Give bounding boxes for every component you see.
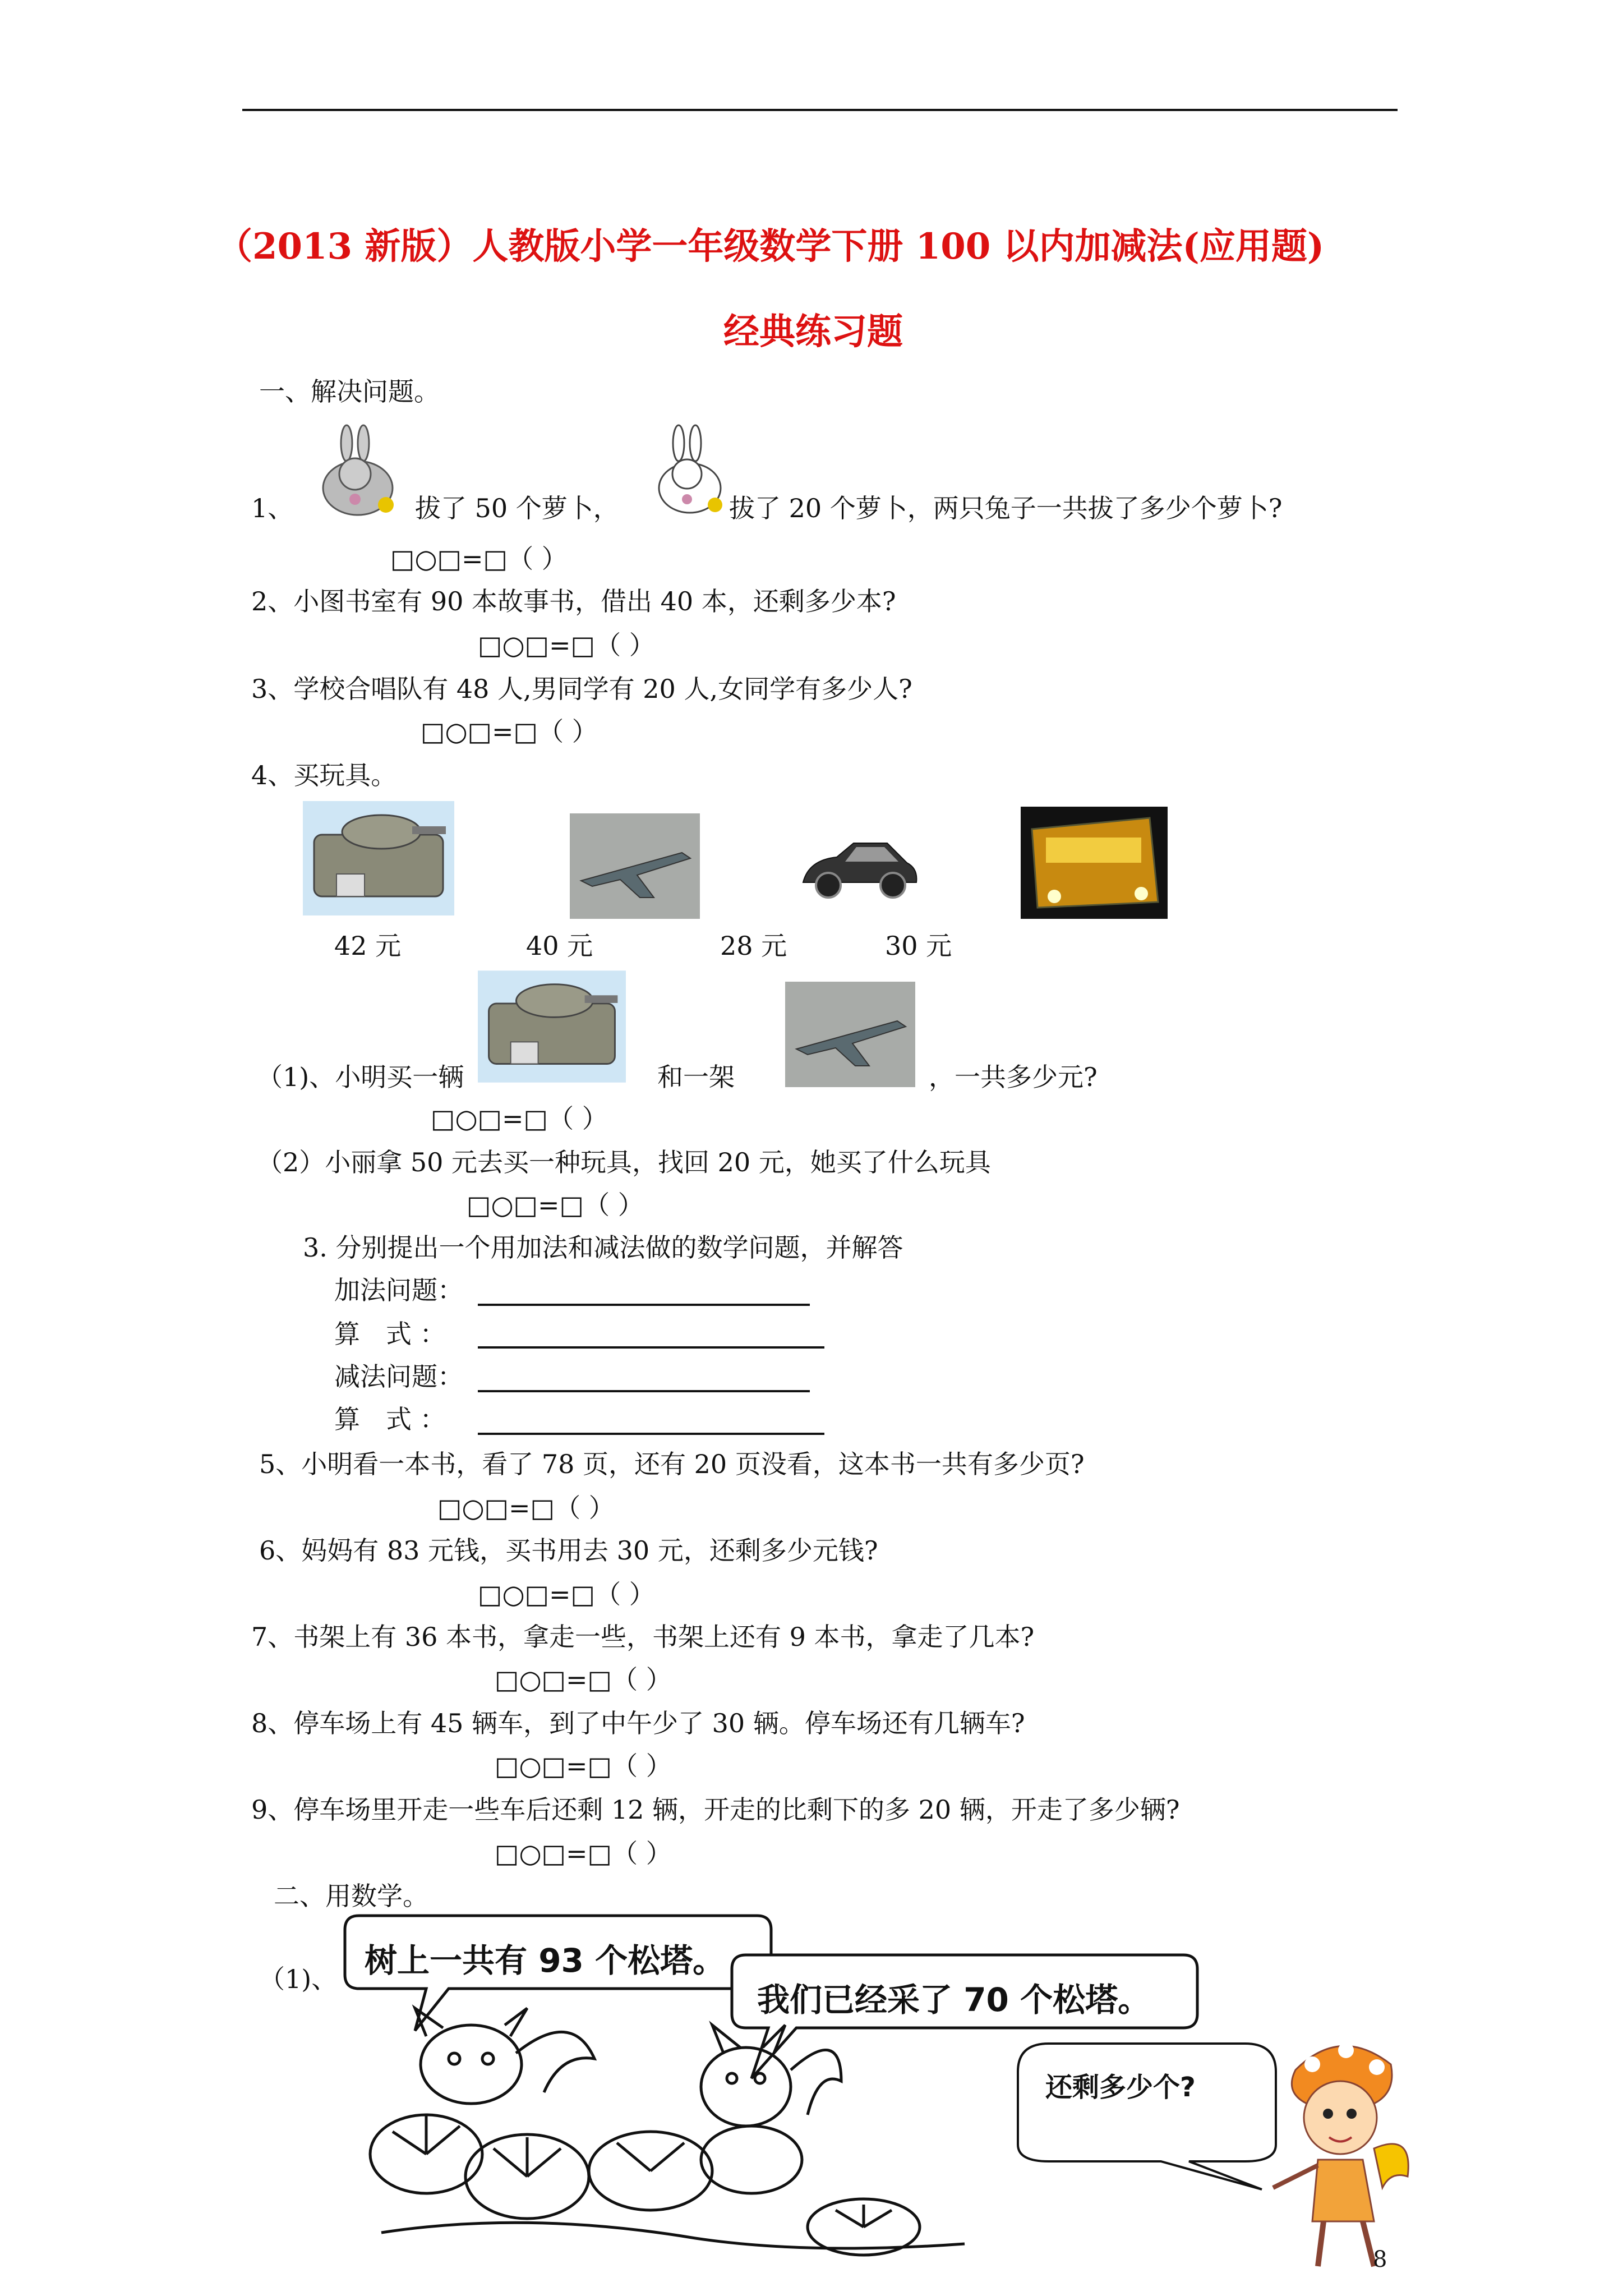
q6-formula: □○□=□（ ） — [478, 1579, 655, 1609]
q1-number: 1、 — [251, 493, 294, 523]
q1-text-a: 拔了 50 个萝卜， — [415, 493, 619, 523]
q7-text: 7、书架上有 36 本书，拿走一些，书架上还有 9 本书，拿走了几本? — [251, 1622, 1035, 1652]
sub-equation-label: 算 式 ： — [334, 1404, 446, 1434]
price-car: 28 元 — [720, 931, 787, 961]
sub-equation-blank[interactable] — [478, 1408, 824, 1435]
jet-image-small — [785, 982, 915, 1087]
speech-bubble-3 — [1015, 2041, 1279, 2192]
rabbit-image-1 — [307, 426, 403, 522]
bus-image — [1021, 807, 1168, 919]
page-number: 8 — [1373, 2247, 1387, 2272]
sub-question-blank[interactable] — [478, 1365, 810, 1392]
speech-bubble-2-text: 我们已经采了 70 个松塔。 — [757, 1981, 1151, 2019]
speech-bubble-3-text: 还剩多少个? — [1045, 2072, 1196, 2103]
q3b-text: 3. 分别提出一个用加法和减法做的数学问题，并解答 — [303, 1232, 903, 1263]
q9-formula: □○□=□（ ） — [495, 1838, 672, 1869]
q5-formula: □○□=□（ ） — [437, 1493, 615, 1523]
q4-1-text-b: 和一架 — [657, 1062, 735, 1092]
page-title-line1: （2013 新版）人教版小学一年级数学下册 100 以内加减法(应用题) — [216, 226, 1325, 268]
q4-2-formula: □○□=□（ ） — [467, 1190, 644, 1220]
header-rule — [242, 109, 1398, 111]
q8-formula: □○□=□（ ） — [495, 1751, 672, 1781]
q4-2-text: （2）小丽拿 50 元去买一种玩具，找回 20 元，她买了什么玩具 — [257, 1147, 991, 1177]
q4-1-text-c: ，一共多少元? — [929, 1062, 1098, 1092]
q1-formula: □○□=□（ ） — [390, 544, 568, 574]
section-1-heading: 一、解决问题。 — [259, 376, 440, 407]
girl-cartoon — [1262, 2019, 1419, 2277]
q5-text: 5、小明看一本书，看了 78 页，还有 20 页没看，这本书一共有多少页? — [259, 1449, 1085, 1479]
rabbit-image-2 — [639, 426, 735, 522]
add-question-blank[interactable] — [478, 1279, 810, 1306]
q4-text: 4、买玩具。 — [251, 760, 397, 790]
q3-text: 3、学校合唱队有 48 人,男同学有 20 人,女同学有多少人? — [251, 674, 912, 704]
q4-1-text-a: （1)、小明买一辆 — [257, 1062, 464, 1092]
speech-bubble-1-text: 树上一共有 93 个松塔。 — [365, 1941, 726, 1980]
q8-text: 8、停车场上有 45 辆车，到了中午少了 30 辆。停车场还有几辆车? — [251, 1708, 1025, 1738]
squirrels-lotus-illustration — [359, 1986, 970, 2266]
q4-1-formula: □○□=□（ ） — [431, 1103, 608, 1134]
jet-image — [570, 813, 700, 919]
car-image — [797, 829, 921, 908]
q2-text: 2、小图书室有 90 本故事书，借出 40 本，还剩多少本? — [251, 586, 896, 616]
sub-question-label: 减法问题： — [334, 1361, 463, 1392]
q6-text: 6、妈妈有 83 元钱，买书用去 30 元，还剩多少元钱? — [259, 1535, 878, 1566]
price-jet: 40 元 — [526, 931, 593, 961]
q1-text-b: 拔了 20 个萝卜，两只兔子一共拔了多少个萝卜? — [729, 493, 1283, 523]
tank-image-small — [478, 967, 626, 1086]
tank-image — [303, 801, 454, 915]
q3-formula: □○□=□（ ） — [421, 716, 598, 747]
add-question-label: 加法问题： — [334, 1275, 463, 1305]
price-bus: 30 元 — [885, 931, 952, 961]
q7-formula: □○□=□（ ） — [495, 1664, 672, 1695]
add-equation-blank[interactable] — [478, 1322, 824, 1349]
s2-q1-number: （1)、 — [259, 1964, 338, 1994]
add-equation-label: 算 式 ： — [334, 1319, 446, 1349]
q2-formula: □○□=□（ ） — [478, 630, 655, 660]
section-2-heading: 二、用数学。 — [274, 1881, 428, 1911]
q9-text: 9、停车场里开走一些车后还剩 12 辆，开走的比剩下的多 20 辆，开走了多少辆? — [251, 1795, 1180, 1825]
price-tank: 42 元 — [334, 931, 402, 961]
page-title-line2: 经典练习题 — [723, 311, 903, 353]
